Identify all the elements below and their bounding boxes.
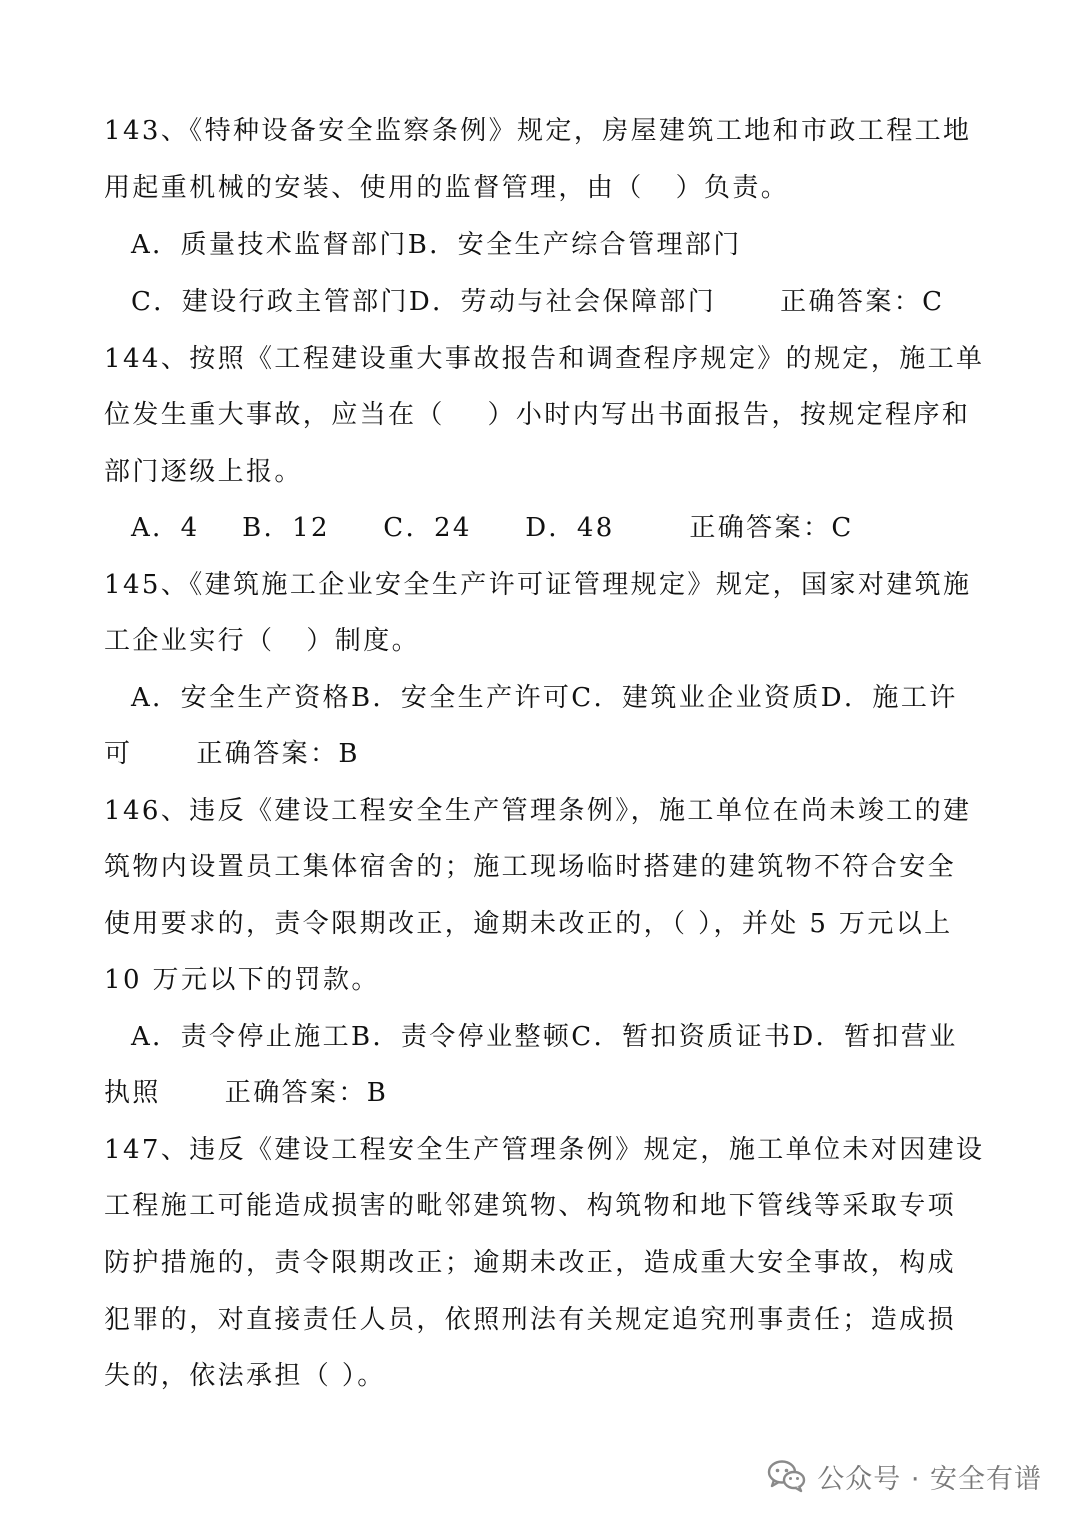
question-143-options-2: C．建设行政主管部门D．劳动与社会保障部门 正确答案：C bbox=[131, 287, 945, 317]
question-146-line-4: 10 万元以下的罚款。 bbox=[104, 965, 380, 995]
question-146-line-2: 筑物内设置员工集体宿舍的；施工现场临时搭建的建筑物不符合安全 bbox=[104, 852, 957, 882]
question-143-line-2: 用起重机械的安装、使用的监督管理，由（ ）负责。 bbox=[104, 173, 790, 203]
wechat-watermark bbox=[767, 1454, 1042, 1498]
question-145-line-1: 145、《建筑施工企业安全生产许可证管理规定》规定，国家对建筑施 bbox=[104, 570, 972, 600]
question-147-line-2: 工程施工可能造成损害的毗邻建筑物、构筑物和地下管线等采取专项 bbox=[104, 1191, 957, 1221]
question-147-line-5: 失的，依法承担（ ）。 bbox=[104, 1361, 386, 1391]
question-147-line-3: 防护措施的，责令限期改正；逾期未改正，造成重大安全事故，构成 bbox=[104, 1248, 957, 1278]
question-145-options-1: A．安全生产资格B．安全生产许可C．建筑业企业资质D．施工许 bbox=[131, 683, 958, 713]
question-143-options-1: A．质量技术监督部门B．安全生产综合管理部门 bbox=[131, 230, 742, 260]
question-147-line-4: 犯罪的，对直接责任人员，依照刑法有关规定追究刑事责任；造成损 bbox=[104, 1305, 957, 1335]
question-145-options-2: 可 正确答案：B bbox=[104, 739, 360, 769]
question-145-line-2: 工企业实行（ ）制度。 bbox=[104, 626, 420, 656]
question-144-line-3: 部门逐级上报。 bbox=[104, 457, 303, 487]
question-143-line-1: 143、《特种设备安全监察条例》规定，房屋建筑工地和市政工程工地 bbox=[104, 116, 972, 146]
question-144-options-1: A．4 B．12 C．24 D．48 正确答案：C bbox=[131, 513, 854, 543]
question-146-options-2: 执照 正确答案：B bbox=[104, 1078, 389, 1108]
wechat-icon bbox=[767, 1459, 807, 1493]
question-147-line-1: 147、违反《建设工程安全生产管理条例》规定，施工单位未对因建设 bbox=[104, 1135, 985, 1165]
question-146-line-3: 使用要求的，责令限期改正，逾期未改正的，（ ），并处 5 万元以上 bbox=[104, 909, 953, 939]
question-144-line-2: 位发生重大事故，应当在（ ）小时内写出书面报告，按规定程序和 bbox=[104, 400, 971, 430]
watermark-text: 公众号 · 安全有谱 bbox=[817, 1463, 1042, 1495]
question-146-options-1: A．责令停止施工B．责令停业整顿C．暂扣资质证书D．暂扣营业 bbox=[131, 1022, 958, 1052]
question-144-line-1: 144、按照《工程建设重大事故报告和调查程序规定》的规定，施工单 bbox=[104, 344, 985, 374]
question-146-line-1: 146、违反《建设工程安全生产管理条例》，施工单位在尚未竣工的建 bbox=[104, 796, 972, 826]
